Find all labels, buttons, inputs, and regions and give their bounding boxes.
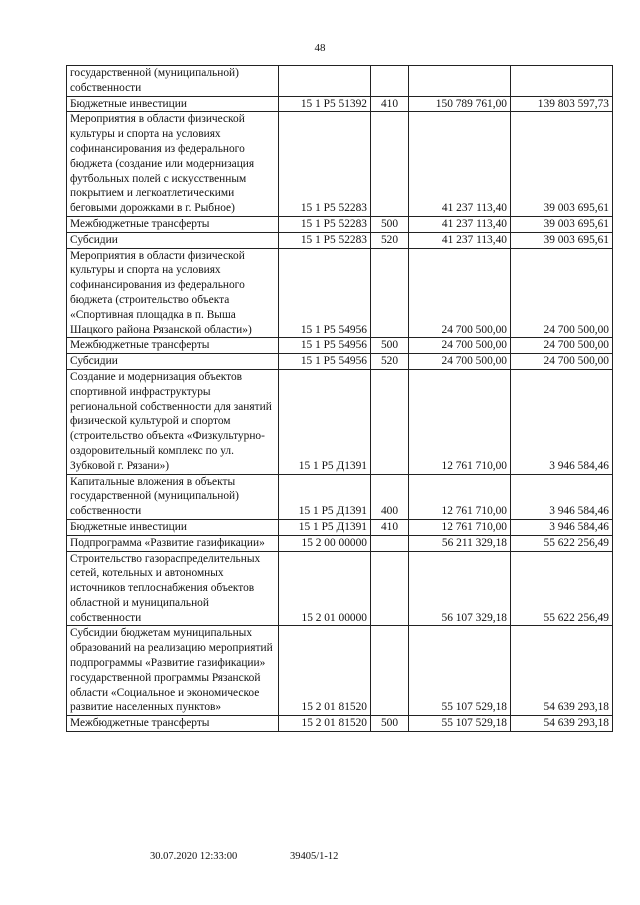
table-row (67, 535, 613, 551)
row-amount-executed: 3 946 584,46 (511, 369, 613, 474)
row-code: 15 1 Р5 54956 (279, 338, 371, 354)
row-expense-type (371, 626, 409, 716)
row-amount-planned: 12 761 710,00 (409, 369, 511, 474)
row-code: 15 1 Р5 Д1391 (279, 519, 371, 535)
row-code: 15 2 01 81520 (279, 716, 371, 732)
row-amount-executed: 54 639 293,18 (511, 626, 613, 716)
row-amount-planned: 24 700 500,00 (409, 338, 511, 354)
table-row (67, 551, 613, 626)
table-row (67, 66, 613, 97)
row-amount-planned: 24 700 500,00 (409, 248, 511, 338)
row-amount-executed: 24 700 500,00 (511, 338, 613, 354)
budget-table-body (67, 66, 613, 732)
row-expense-type: 410 (371, 519, 409, 535)
row-expense-type (371, 248, 409, 338)
table-row (67, 338, 613, 354)
page-number: 48 (314, 42, 326, 54)
row-amount-executed (511, 66, 613, 97)
row-amount-executed: 55 622 256,49 (511, 551, 613, 626)
row-amount-planned: 24 700 500,00 (409, 354, 511, 370)
row-amount-executed: 3 946 584,46 (511, 474, 613, 519)
row-name: Межбюджетные трансферты (67, 216, 279, 232)
row-amount-executed: 24 700 500,00 (511, 248, 613, 338)
row-amount-executed: 24 700 500,00 (511, 354, 613, 370)
row-expense-type: 400 (371, 474, 409, 519)
row-amount-planned: 56 211 329,18 (409, 535, 511, 551)
row-name: Межбюджетные трансферты (67, 338, 279, 354)
row-amount-planned: 12 761 710,00 (409, 519, 511, 535)
row-amount-planned (409, 66, 511, 97)
row-expense-type: 410 (371, 96, 409, 112)
row-code: 15 1 Р5 52283 (279, 112, 371, 217)
row-expense-type: 500 (371, 338, 409, 354)
table-row (67, 96, 613, 112)
row-amount-executed: 39 003 695,61 (511, 216, 613, 232)
row-name: Межбюджетные трансферты (67, 716, 279, 732)
table-row (67, 216, 613, 232)
row-code: 15 1 Р5 Д1391 (279, 369, 371, 474)
row-code: 15 1 Р5 51392 (279, 96, 371, 112)
table-row (67, 248, 613, 338)
row-expense-type (371, 369, 409, 474)
table-row (67, 626, 613, 716)
row-amount-planned: 56 107 329,18 (409, 551, 511, 626)
row-code: 15 2 00 00000 (279, 535, 371, 551)
row-amount-planned: 12 761 710,00 (409, 474, 511, 519)
row-amount-executed: 55 622 256,49 (511, 535, 613, 551)
row-name: Подпрограмма «Развитие газификации» (67, 535, 279, 551)
row-name: Субсидии бюджетам муниципальных образований на реализацию мероприятий подпрограммы «Развитие газификации» государственной программы Рязанской области «Социальное и экономическое развитие населенных пунктов» (67, 626, 279, 716)
row-code: 15 2 01 00000 (279, 551, 371, 626)
row-expense-type (371, 551, 409, 626)
table-row (67, 112, 613, 217)
row-code (279, 66, 371, 97)
footer-timestamp: 30.07.2020 12:33:00 (150, 851, 238, 862)
row-amount-executed: 39 003 695,61 (511, 232, 613, 248)
row-amount-planned: 41 237 113,40 (409, 232, 511, 248)
row-expense-type (371, 112, 409, 217)
row-name: Строительство газораспределительных сетей, котельных и автономных источников теплоснабжения объектов областной и муниципальной собственности (67, 551, 279, 626)
table-row (67, 716, 613, 732)
table-row (67, 474, 613, 519)
row-name: Субсидии (67, 232, 279, 248)
row-amount-planned: 41 237 113,40 (409, 216, 511, 232)
row-name: государственной (муниципальной) собственности (67, 66, 279, 97)
row-code: 15 2 01 81520 (279, 626, 371, 716)
row-amount-executed: 39 003 695,61 (511, 112, 613, 217)
row-name: Субсидии (67, 354, 279, 370)
row-code: 15 1 Р5 52283 (279, 232, 371, 248)
row-amount-planned: 150 789 761,00 (409, 96, 511, 112)
table-row (67, 354, 613, 370)
table-row (67, 232, 613, 248)
row-name: Капитальные вложения в объекты государственной (муниципальной) собственности (67, 474, 279, 519)
row-expense-type (371, 66, 409, 97)
row-amount-executed: 139 803 597,73 (511, 96, 613, 112)
row-name: Мероприятия в области физической культуры и спорта на условиях софинансирования из федерального бюджета (строительство объекта «Спортивная площадка в п. Выша Шацкого района Рязанской области») (67, 248, 279, 338)
row-expense-type: 520 (371, 232, 409, 248)
row-amount-executed: 54 639 293,18 (511, 716, 613, 732)
row-name: Мероприятия в области физической культуры и спорта на условиях софинансирования из федерального бюджета (создание или модернизация футбольных полей с искусственным покрытием и легкоатлетическими беговыми дорожками в г. Рыбное) (67, 112, 279, 217)
row-expense-type: 520 (371, 354, 409, 370)
row-name: Бюджетные инвестиции (67, 96, 279, 112)
row-code: 15 1 Р5 52283 (279, 216, 371, 232)
row-amount-planned: 41 237 113,40 (409, 112, 511, 217)
row-amount-planned: 55 107 529,18 (409, 626, 511, 716)
row-expense-type (371, 535, 409, 551)
row-name: Создание и модернизация объектов спортивной инфраструктуры региональной собственности для занятий физической культурой и спортом (строительство объекта «Физкультурно-оздоровительный комплекс по ул. Зубковой г. Рязани») (67, 369, 279, 474)
row-amount-executed: 3 946 584,46 (511, 519, 613, 535)
footer-document-number: 39405/1-12 (290, 851, 339, 862)
row-expense-type: 500 (371, 716, 409, 732)
row-code: 15 1 Р5 54956 (279, 248, 371, 338)
table-row (67, 369, 613, 474)
row-code: 15 1 Р5 54956 (279, 354, 371, 370)
row-code: 15 1 Р5 Д1391 (279, 474, 371, 519)
row-expense-type: 500 (371, 216, 409, 232)
row-name: Бюджетные инвестиции (67, 519, 279, 535)
row-amount-planned: 55 107 529,18 (409, 716, 511, 732)
table-row (67, 519, 613, 535)
budget-table (66, 65, 613, 732)
